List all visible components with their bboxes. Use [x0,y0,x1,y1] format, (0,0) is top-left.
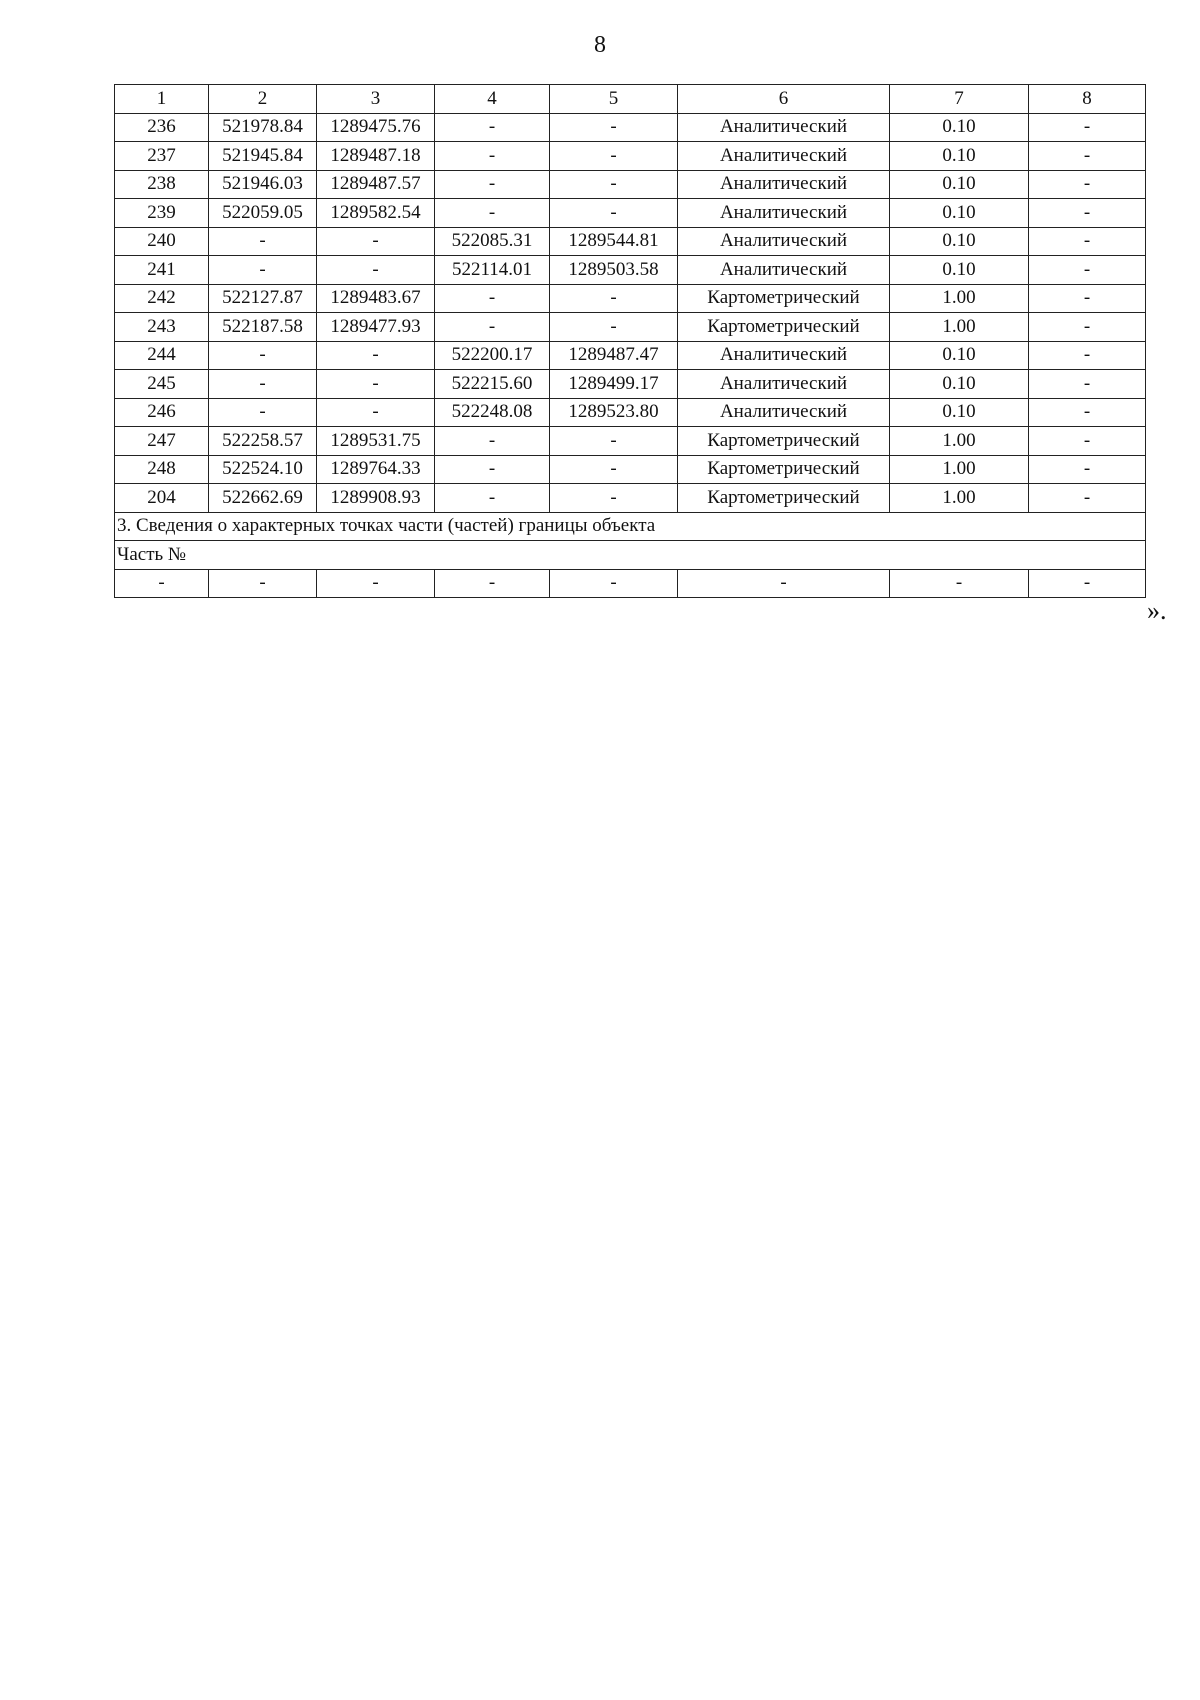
table-cell: 236 [115,113,209,142]
table-cell: 522248.08 [435,398,550,427]
table-cell: - [435,142,550,171]
table-cell: 1289908.93 [317,484,435,513]
table-cell: - [209,227,317,256]
table-cell: - [435,170,550,199]
table-cell: 1289487.47 [550,341,678,370]
table-cell: - [550,199,678,228]
table-row [115,199,1146,228]
table-row [115,370,1146,399]
table-cell: - [209,256,317,285]
table-cell: - [550,569,678,598]
table-cell: - [317,569,435,598]
table-cell: - [1029,341,1146,370]
table-cell: 241 [115,256,209,285]
table-cell: 1.00 [890,455,1029,484]
table-cell: - [550,284,678,313]
table-cell: 522524.10 [209,455,317,484]
table-cell: - [317,370,435,399]
table-cell: Аналитический [678,199,890,228]
table-cell: - [317,256,435,285]
table-cell: 247 [115,427,209,456]
table-cell: 0.10 [890,142,1029,171]
table-cell: - [435,569,550,598]
table-cell: 242 [115,284,209,313]
table-cell: - [1029,142,1146,171]
table-cell: 1289475.76 [317,113,435,142]
empty-data-row [115,569,1146,598]
table-cell: Аналитический [678,370,890,399]
table-cell: 1289531.75 [317,427,435,456]
table-cell: - [209,370,317,399]
table-cell: 521945.84 [209,142,317,171]
table-cell: Аналитический [678,256,890,285]
table-cell: - [317,227,435,256]
table-cell: 521946.03 [209,170,317,199]
table-cell: - [435,199,550,228]
table-cell: - [550,455,678,484]
table-cell: - [1029,398,1146,427]
table-header-row [115,85,1146,114]
table-cell: - [550,313,678,342]
table-cell: 0.10 [890,170,1029,199]
table-cell: - [1029,455,1146,484]
table-row [115,398,1146,427]
table-cell: 1289487.57 [317,170,435,199]
table-cell: 243 [115,313,209,342]
table-cell: Аналитический [678,170,890,199]
table-cell: - [550,142,678,171]
table-cell: - [550,170,678,199]
table-cell: 240 [115,227,209,256]
table-cell: - [1029,199,1146,228]
table-cell: 0.10 [890,227,1029,256]
table-cell: 0.10 [890,398,1029,427]
table-cell: - [1029,484,1146,513]
table-row [115,341,1146,370]
table-cell: 1.00 [890,313,1029,342]
table-cell: 1289477.93 [317,313,435,342]
table-cell: - [317,341,435,370]
table-cell: 0.10 [890,199,1029,228]
table-cell: 1289503.58 [550,256,678,285]
table-cell: Аналитический [678,398,890,427]
table-cell: - [209,341,317,370]
table-cell: 2 [209,85,317,114]
table-cell: - [1029,113,1146,142]
page-number: 8 [594,32,606,58]
table-cell: 1289523.80 [550,398,678,427]
table-cell: 1289487.18 [317,142,435,171]
table-cell: 522114.01 [435,256,550,285]
table-cell: 0.10 [890,113,1029,142]
table-cell: 1 [115,85,209,114]
table-cell: 204 [115,484,209,513]
part-label-row [115,541,1146,570]
table-cell: Аналитический [678,341,890,370]
table-cell: - [550,484,678,513]
table-cell: - [115,569,209,598]
table-cell: 522127.87 [209,284,317,313]
table-cell: - [1029,427,1146,456]
table-cell: - [678,569,890,598]
table-cell: 8 [1029,85,1146,114]
table-cell: 3 [317,85,435,114]
table-cell: 238 [115,170,209,199]
table-cell: Картометрический [678,455,890,484]
table-cell: 1.00 [890,427,1029,456]
table-cell: - [435,455,550,484]
table-cell: - [1029,227,1146,256]
table-cell: 1289499.17 [550,370,678,399]
table-cell: 1289544.81 [550,227,678,256]
table-cell: 5 [550,85,678,114]
section-title-row-text: 3. Сведения о характерных точках части (частей) границы объекта [115,512,1146,541]
table-cell: Картометрический [678,427,890,456]
table-cell: Аналитический [678,142,890,171]
table-cell: 522059.05 [209,199,317,228]
section-title-row [115,512,1146,541]
table-cell: - [317,398,435,427]
table-cell: 6 [678,85,890,114]
table-cell: - [550,113,678,142]
table-cell: 4 [435,85,550,114]
table-cell: - [1029,284,1146,313]
closing-quote: ». [1147,596,1167,625]
table-cell: 1289764.33 [317,455,435,484]
table-cell: 522187.58 [209,313,317,342]
table-cell: 248 [115,455,209,484]
table-cell: 522200.17 [435,341,550,370]
coordinates-table-body [115,85,1146,598]
table-cell: 0.10 [890,341,1029,370]
table-row [115,142,1146,171]
table-cell: 0.10 [890,256,1029,285]
table-cell: - [209,569,317,598]
table-cell: 521978.84 [209,113,317,142]
table-cell: 522258.57 [209,427,317,456]
table-row [115,256,1146,285]
table-row [115,427,1146,456]
table-cell: 0.10 [890,370,1029,399]
table-cell: 1289483.67 [317,284,435,313]
table-cell: 1.00 [890,284,1029,313]
table-cell: 246 [115,398,209,427]
table-cell: 237 [115,142,209,171]
coordinates-table-wrapper [114,84,1146,598]
table-cell: - [1029,313,1146,342]
coordinates-table [114,84,1146,598]
table-row [115,113,1146,142]
table-cell: 1.00 [890,484,1029,513]
table-cell: - [209,398,317,427]
table-cell: - [1029,370,1146,399]
table-cell: Картометрический [678,284,890,313]
table-cell: Картометрический [678,484,890,513]
table-cell: - [1029,256,1146,285]
table-cell: - [890,569,1029,598]
table-row [115,313,1146,342]
table-cell: Аналитический [678,227,890,256]
table-cell: 1289582.54 [317,199,435,228]
table-row [115,170,1146,199]
part-label-row-text: Часть № [115,541,1146,570]
table-cell: 245 [115,370,209,399]
table-cell: 7 [890,85,1029,114]
table-cell: - [435,313,550,342]
table-cell: 239 [115,199,209,228]
table-cell: 522085.31 [435,227,550,256]
table-row [115,284,1146,313]
table-cell: Картометрический [678,313,890,342]
table-row [115,455,1146,484]
table-cell: - [435,484,550,513]
table-cell: - [550,427,678,456]
table-cell: - [435,427,550,456]
table-cell: - [435,284,550,313]
table-row [115,484,1146,513]
table-cell: 244 [115,341,209,370]
table-cell: - [1029,170,1146,199]
table-cell: 522662.69 [209,484,317,513]
table-cell: 522215.60 [435,370,550,399]
table-cell: - [435,113,550,142]
table-cell: - [1029,569,1146,598]
table-cell: Аналитический [678,113,890,142]
table-row [115,227,1146,256]
